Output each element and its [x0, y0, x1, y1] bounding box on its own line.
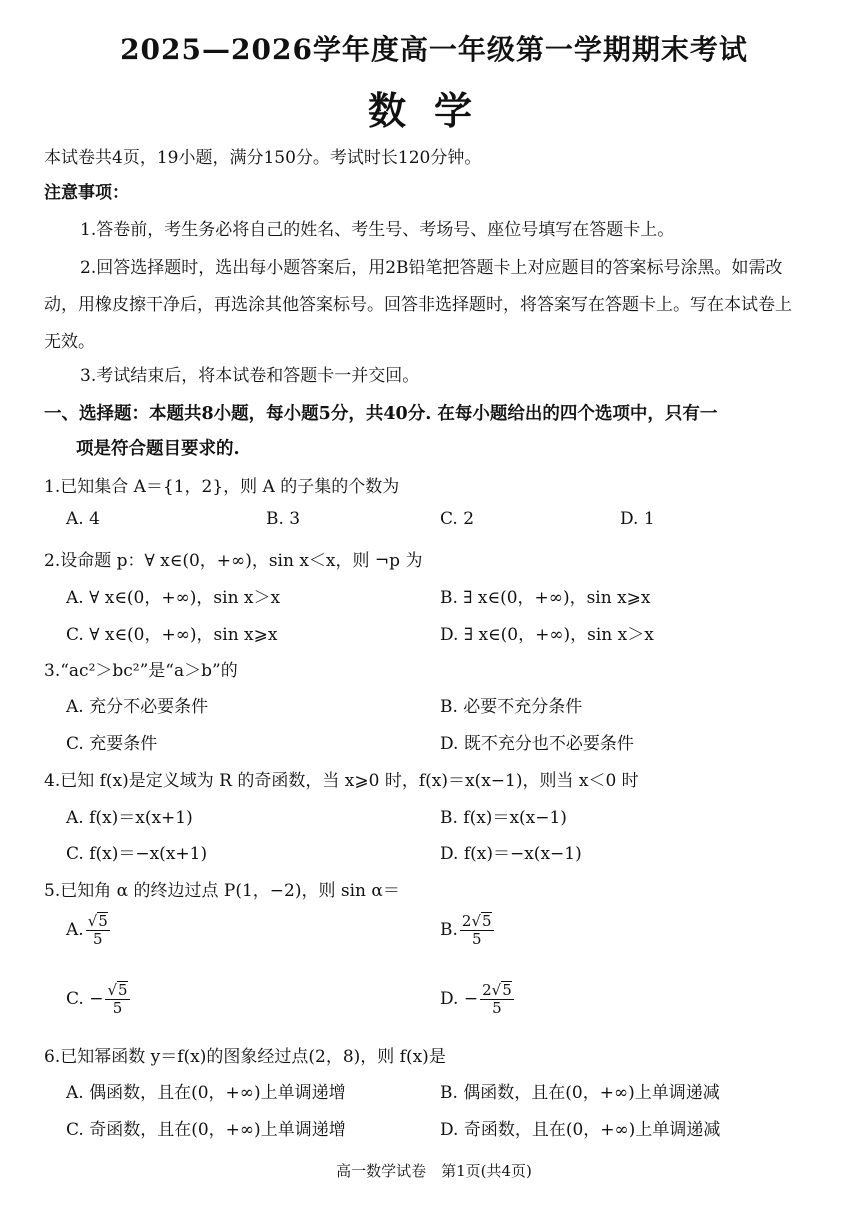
question-5-option-b: B. 2 √ 5 5 [440, 912, 492, 949]
page-footer: 高一数学试卷 第1页(共4页) [336, 1162, 532, 1180]
question-1-option-c: C. 2 [440, 509, 475, 529]
question-1-option-b: B. 3 [266, 509, 301, 529]
question-1-option-d: D. 1 [620, 509, 655, 529]
fraction: 2 √ 5 5 [461, 912, 492, 949]
fraction: √ 5 5 [87, 912, 108, 949]
sqrt-icon: √ [107, 981, 118, 999]
fraction: 2 √ 5 5 [482, 981, 512, 1018]
section-1-heading-cont: 项是符合题目要求的. [76, 439, 240, 459]
question-5-option-a: A. √ 5 5 [66, 912, 108, 949]
question-5-option-c: C. − √ 5 5 [66, 981, 128, 1018]
note-2-line-3: 无效。 [44, 332, 95, 352]
question-3-stem: 3.“ac²＞bc²”是“a＞b”的 [44, 661, 238, 681]
question-5-option-d: D. − 2 √ 5 5 [440, 981, 512, 1018]
intro-text: 本试卷共4页，19小题，满分150分。考试时长120分钟。 [44, 148, 482, 168]
sqrt-icon: √ [87, 912, 98, 930]
sqrt-icon: √ [491, 981, 502, 999]
exam-title: 2025—2026学年度高一年级第一学期期末考试 [120, 33, 748, 66]
question-6-stem: 6.已知幂函数 y＝f(x)的图象经过点(2，8)，则 f(x)是 [44, 1047, 446, 1067]
question-2-stem: 2.设命题 p：∀ x∈(0，+∞)，sin x＜x，则 ¬p 为 [44, 551, 423, 571]
question-1-option-a: A. 4 [66, 509, 100, 529]
question-3-option-a: A. 充分不必要条件 [66, 697, 209, 717]
question-6-option-c: C. 奇函数，且在(0，+∞)上单调递增 [66, 1120, 346, 1140]
question-3-option-d: D. 既不充分也不必要条件 [440, 734, 634, 754]
question-2-option-d: D. ∃ x∈(0，+∞)，sin x＞x [440, 625, 654, 645]
question-4-option-c: C. f(x)＝−x(x+1) [66, 844, 208, 864]
section-1-heading: 一、选择题：本题共8小题，每小题5分，共40分. 在每小题给出的四个选项中，只有一 [44, 404, 718, 424]
question-4-option-a: A. f(x)＝x(x+1) [66, 808, 193, 828]
fraction: √ 5 5 [107, 981, 128, 1018]
note-2-line-2: 动，用橡皮擦干净后，再选涂其他答案标号。回答非选择题时，将答案写在答题卡上。写在本试卷上 [44, 295, 792, 315]
question-4-stem: 4.已知 f(x)是定义域为 R 的奇函数，当 x⩾0 时，f(x)＝x(x−1)，则当 x＜0 时 [44, 771, 639, 791]
question-1-stem: 1.已知集合 A＝{1，2}，则 A 的子集的个数为 [44, 477, 400, 497]
question-3-option-b: B. 必要不充分条件 [440, 697, 583, 717]
question-2-option-b: B. ∃ x∈(0，+∞)，sin x⩾x [440, 588, 651, 608]
question-5-stem: 5.已知角 α 的终边过点 P(1，−2)，则 sin α＝ [44, 881, 400, 901]
question-6-option-a: A. 偶函数，且在(0，+∞)上单调递增 [66, 1083, 346, 1103]
question-4-option-d: D. f(x)＝−x(x−1) [440, 844, 582, 864]
note-2-line-1: 2.回答选择题时，选出每小题答案后，用2B铅笔把答题卡上对应题目的答案标号涂黑。如需改 [80, 258, 783, 278]
question-3-option-c: C. 充要条件 [66, 734, 158, 754]
question-4-option-b: B. f(x)＝x(x−1) [440, 808, 567, 828]
note-1: 1.答卷前，考生务必将自己的姓名、考生号、考场号、座位号填写在答题卡上。 [80, 220, 675, 240]
question-2-option-c: C. ∀ x∈(0，+∞)，sin x⩾x [66, 625, 278, 645]
question-2-option-a: A. ∀ x∈(0，+∞)，sin x＞x [66, 588, 281, 608]
subject-title: 数学 [367, 88, 500, 133]
question-6-option-d: D. 奇函数，且在(0，+∞)上单调递减 [440, 1120, 721, 1140]
sqrt-icon: √ [471, 912, 482, 930]
notes-heading: 注意事项： [44, 183, 129, 203]
question-6-option-b: B. 偶函数，且在(0，+∞)上单调递减 [440, 1083, 720, 1103]
note-3: 3.考试结束后，将本试卷和答题卡一并交回。 [80, 366, 420, 386]
